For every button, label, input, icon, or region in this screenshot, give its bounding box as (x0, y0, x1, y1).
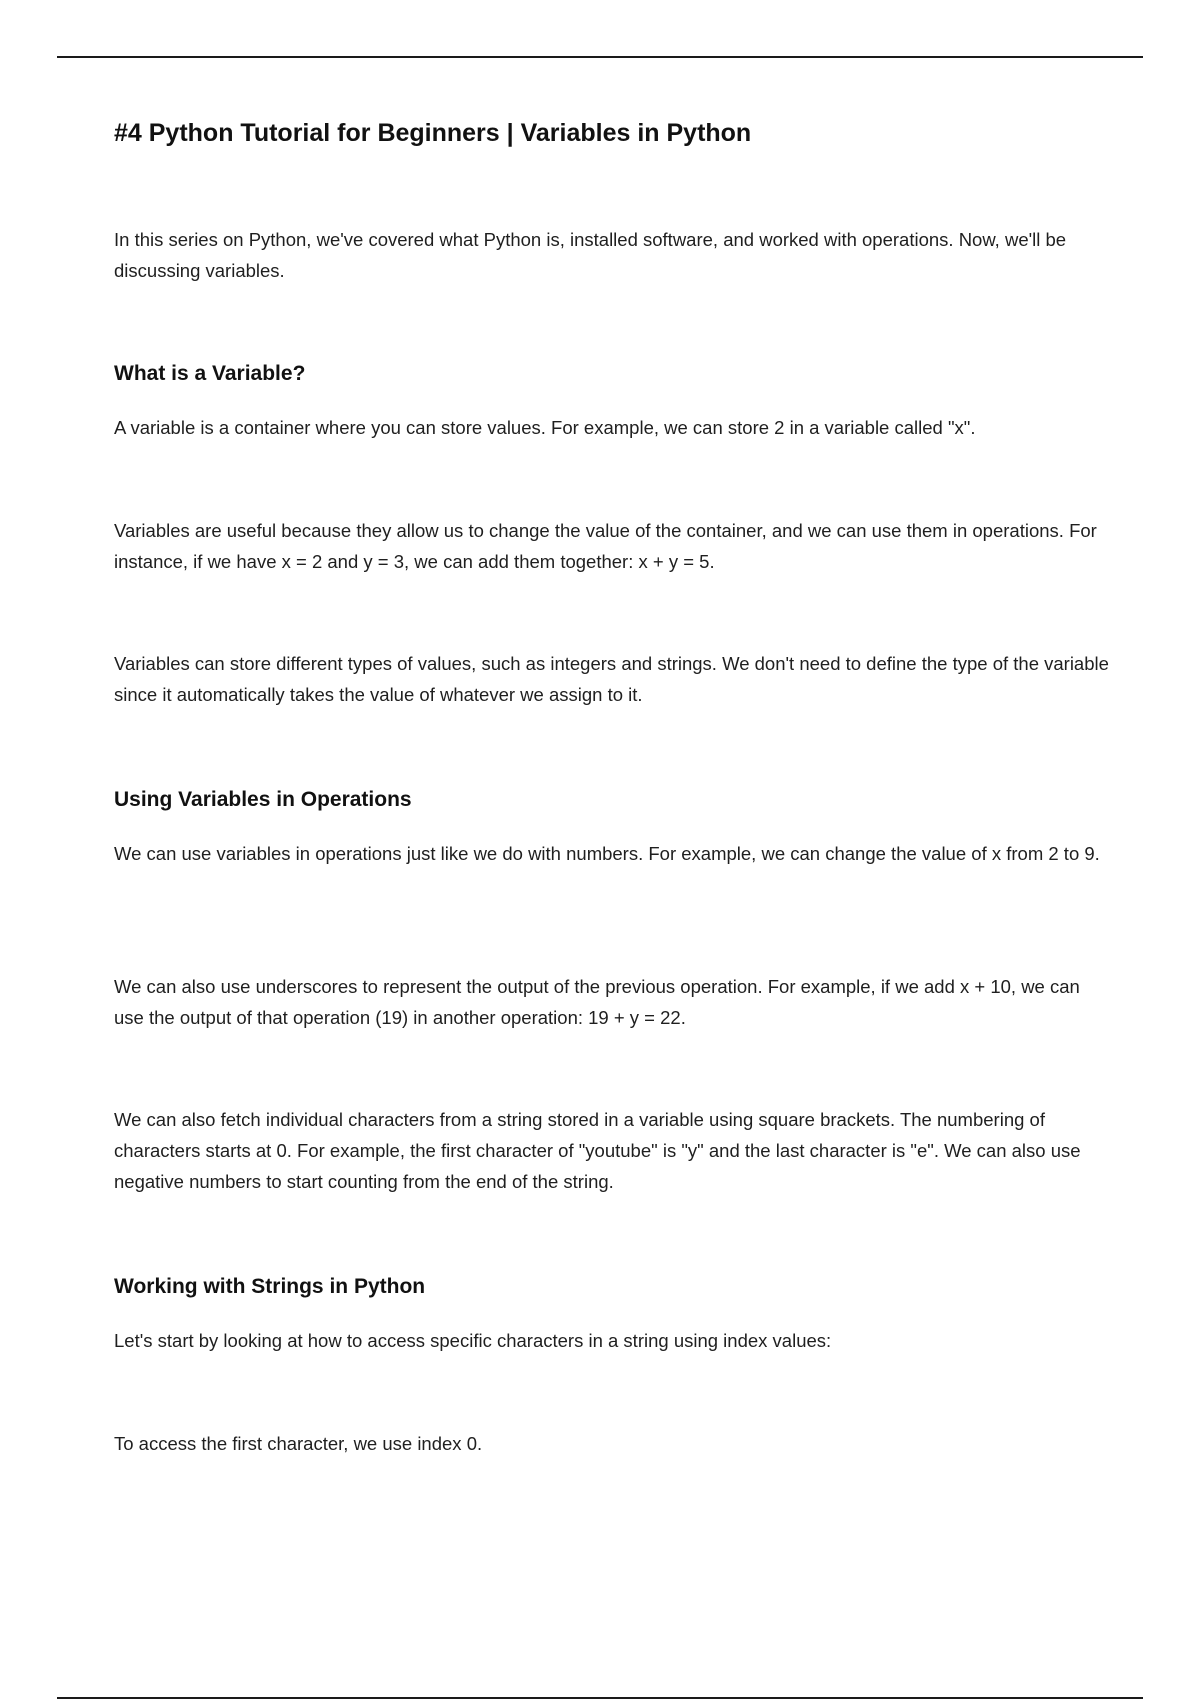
paragraph: We can also fetch individual characters from a string stored in a variable using square brackets. The numbering of characters starts at 0. For example, the first character of "youtube" is "y" and the last character is "e". We can also use negative numbers to start counting from the end of the string. (114, 1109, 1081, 1192)
paragraph: To access the first character, we use index 0. (114, 1433, 483, 1454)
section-heading-what-is-variable: What is a Variable? (114, 362, 306, 385)
paragraph: We can use variables in operations just like we do with numbers. For example, we can change the value of x from 2 to 9. (114, 843, 1100, 864)
paragraph: A variable is a container where you can store values. For example, we can store 2 in a variable called "x". (114, 417, 976, 438)
section-heading-working-with-strings: Working with Strings in Python (114, 1275, 426, 1298)
bottom-divider (57, 1697, 1143, 1699)
top-divider (57, 56, 1143, 58)
intro-paragraph: In this series on Python, we've covered what Python is, installed software, and worked with operations. Now, we'll be discussing variables. (114, 229, 1067, 281)
paragraph: Variables are useful because they allow us to change the value of the container, and we can use them in operations. For instance, if we have x = 2 and y = 3, we can add them together: x + y = 5. (114, 520, 1097, 572)
paragraph: We can also use underscores to represent the output of the previous operation. For example, if we add x + 10, we can use the output of that operation (19) in another operation: 19 + y = 22. (114, 976, 1080, 1028)
section-heading-using-variables: Using Variables in Operations (114, 788, 412, 811)
page-title: #4 Python Tutorial for Beginners | Variables in Python (114, 119, 752, 147)
paragraph: Variables can store different types of values, such as integers and strings. We don't need to define the type of the variable since it automatically takes the value of whatever we assign to it. (114, 653, 1109, 705)
paragraph: Let's start by looking at how to access specific characters in a string using index values: (114, 1330, 832, 1351)
